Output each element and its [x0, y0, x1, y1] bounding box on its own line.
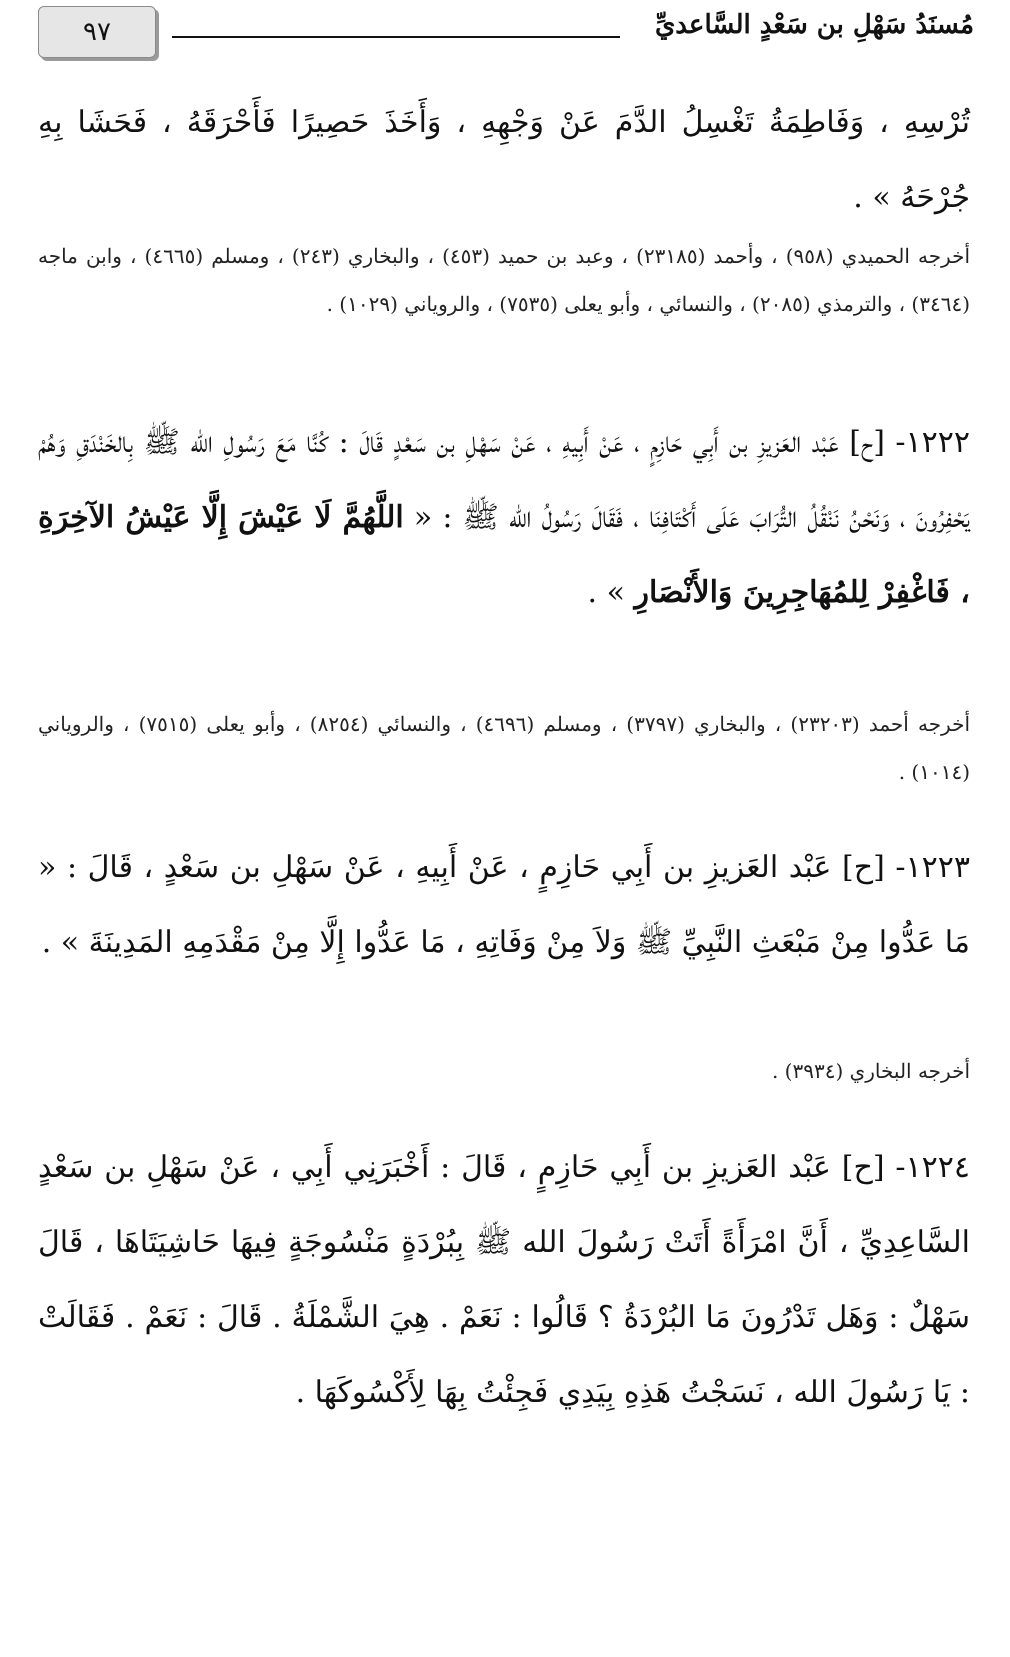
hadith-1223 [38, 830, 970, 980]
hadith-1224 [38, 1130, 970, 1430]
hadith-text: عَبْد العَزيزِ بن أَبِي حَازِمٍ ، عَنْ أَبِيهِ ، عَنْ سَهْلِ بن سَعْدٍ ، قَالَ : « مَا عَدُّوا مِنْ مَبْعَثِ النَّبِيِّ ﷺ وَلاَ مِنْ وَفَاتِهِ ، مَا عَدُّوا إِلَّا مِنْ مَقْدَمِهِ المَدِينَةَ » . [38, 850, 970, 960]
header-rule [172, 36, 620, 38]
hadith-text: عَبْد العَزيزِ بن أَبِي حَازِمٍ ، عَنْ أَبِيهِ ، عَنْ سَهْلِ بن سَعْدٍ قَالَ : كُنَّا مَعَ رَسُولِ الله ﷺ بِالخَنْدَقِ وَهُمْ يَحْفِرُونَ ، وَنَحْنُ نَنْقُلُ التُّرَابَ عَلَى أَكْتَافِنَا ، فَقَالَ رَسُولُ الله ﷺ : « [38, 425, 970, 535]
page-number [38, 6, 156, 58]
page-number-text: ٩٧ [83, 17, 111, 47]
hadith-1223-reference: أخرجه البخاري (٣٩٣٤) . [771, 1059, 970, 1083]
hadith-1222-reference: أخرجه أحمد (٢٣٢٠٣) ، والبخاري (٣٧٩٧) ، ومسلم (٤٦٩٦) ، والنسائي (٨٢٥٤) ، وأبو يعلى (٧٥١٥) ، والروياني (١٠١٤) . [38, 712, 971, 784]
hadith-text: عَبْد العَزيزِ بن أَبِي حَازِمٍ ، قَالَ : أَخْبَرَنِي أَبِي ، عَنْ سَهْلِ بن سَعْدٍ السَّاعِدِيِّ ، أَنَّ امْرَأَةً أَتَتْ رَسُولَ الله ﷺ بِبُرْدَةٍ مَنْسُوجَةٍ فِيهَا حَاشِيَتَاهَا ، قَالَ سَهْلٌ : وَهَل تَدْرُونَ مَا البُرْدَةُ ؟ قَالُوا : نَعَمْ . هِيَ الشَّمْلَةُ . قَالَ : نَعَمْ . فَقَالَتْ : يَا رَسُولَ الله ، نَسَجْتُ هَذِهِ بِيَدِي فَجِئْتُ بِهَا لِأَكْسُوكَهَا . [38, 1150, 970, 1410]
hadith-text-end: » . [587, 575, 625, 610]
page-header [0, 0, 1010, 70]
hadith-number: ١٢٢٤- [ح] [841, 1150, 970, 1185]
continuation-text: تُرْسِهِ ، وَفَاطِمَةُ تَغْسِلُ الدَّمَ عَنْ وَجْهِهِ ، وَأَخَذَ حَصِيرًا فَأَحْرَقَهُ ، فَحَشَا بِهِ جُرْحَهُ » . [38, 105, 970, 215]
hadith-quote-bold: اللَّهُمَّ لَا عَيْشَ إِلَّا عَيْشُ الآخِرَةِ ، فَاغْفِرْ لِلمُهَاجِرِينَ وَالأَنْصَارِ [38, 500, 970, 610]
hadith-1222 [38, 405, 970, 630]
continuation-reference: أخرجه الحميدي (٩٥٨) ، وأحمد (٢٣١٨٥) ، وعبد بن حميد (٤٥٣) ، والبخاري (٢٤٣) ، ومسلم (٤٦٦٥) ، وابن ماجه (٣٤٦٤) ، والترمذي (٢٠٨٥) ، والنسائي ، وأبو يعلى (٧٥٣٥) ، والروياني (١٠٢٩) . [38, 244, 971, 316]
hadith-number: ١٢٢٣- [ح] [842, 850, 970, 885]
running-title: مُسنَدُ سَهْلِ بن سَعْدٍ السَّاعديِّ [654, 10, 974, 40]
hadith-number: ١٢٢٢- [ح] [849, 425, 970, 460]
